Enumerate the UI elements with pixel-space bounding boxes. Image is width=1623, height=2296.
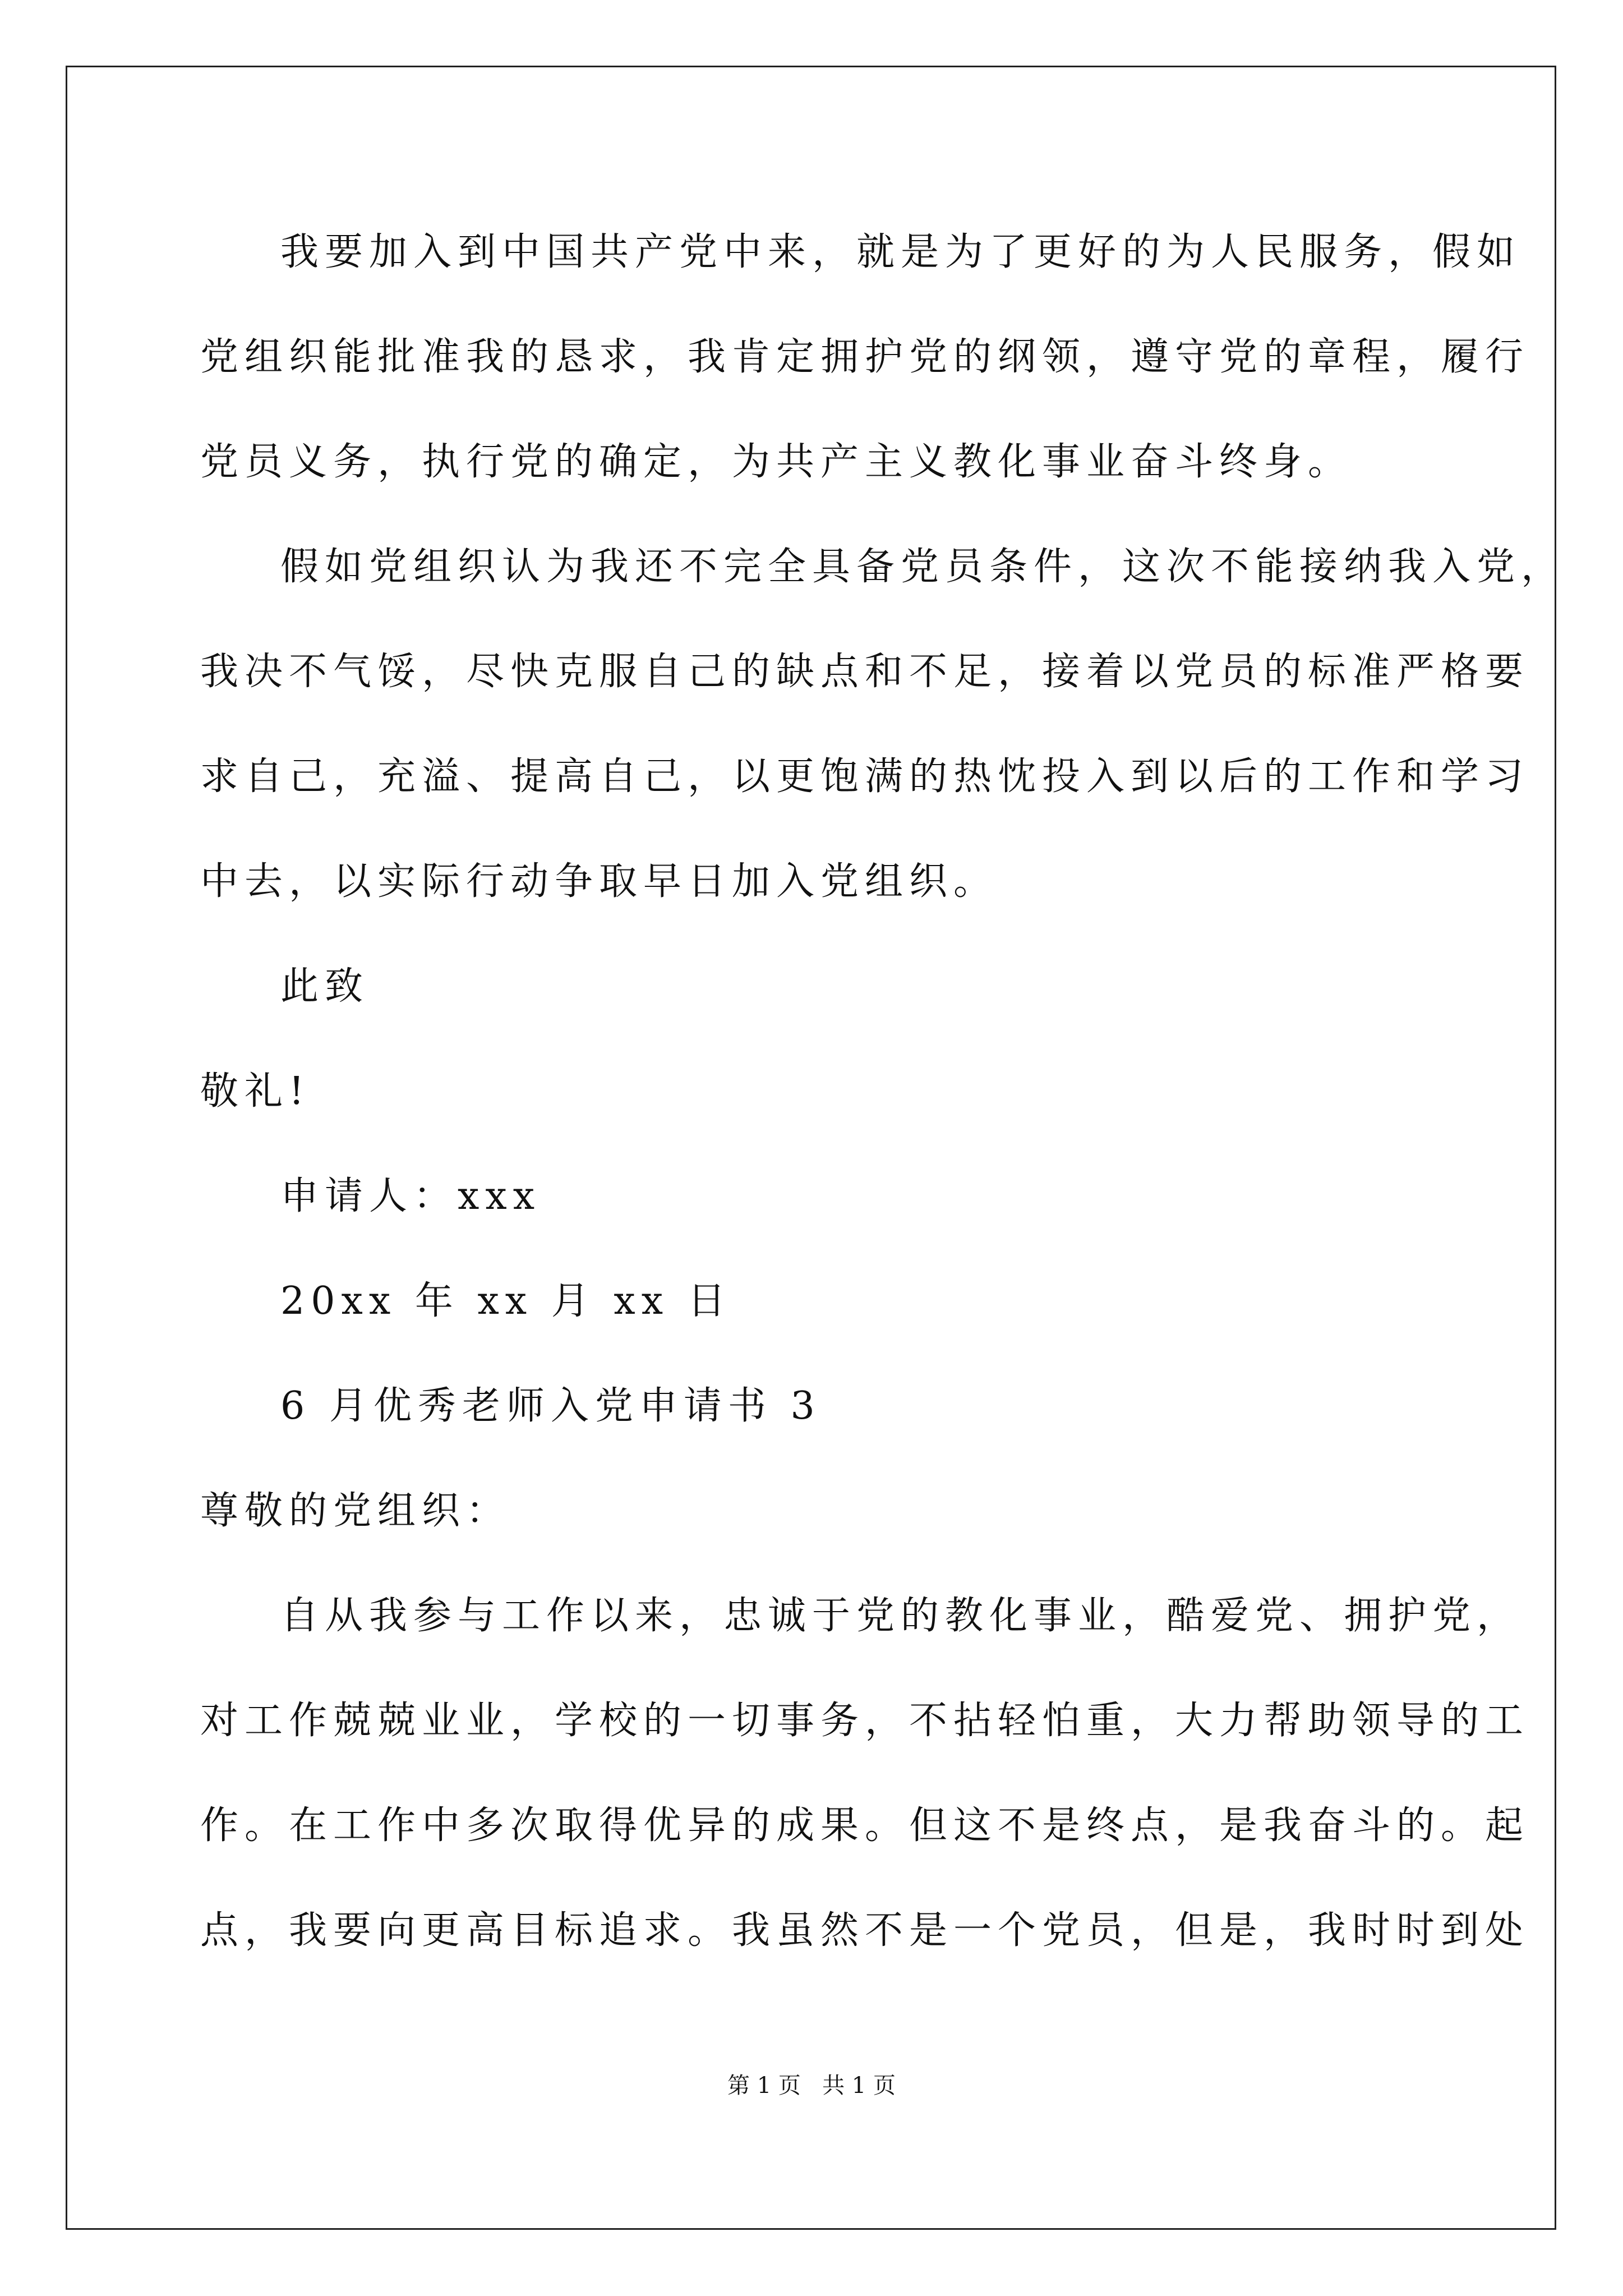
- paragraph-line: 假如党组织认为我还不完全具备党员条件，这次不能接纳我入党，: [280, 545, 1566, 589]
- paragraph-line: 作。在工作中多次取得优异的成果。但这不是终点，是我奋斗的。起: [200, 1803, 1530, 1848]
- paragraph-line: 中去，以实际行动争取早日加入党组织。: [200, 859, 998, 904]
- section-heading: 6 月优秀老师入党申请书 3: [280, 1384, 821, 1428]
- paragraph-line: 点，我要向更高目标追求。我虽然不是一个党员，但是，我时时到处: [200, 1908, 1530, 1953]
- paragraph-line: 我要加入到中国共产党中来，就是为了更好的为人民服务，假如: [280, 230, 1521, 274]
- letter-greeting: 尊敬的党组织：: [200, 1489, 511, 1533]
- paragraph-line: 求自己，充溢、提高自己，以更饱满的热忱投入到以后的工作和学习: [200, 754, 1530, 799]
- applicant-signature: 申请人：xxx: [280, 1174, 541, 1218]
- paragraph-line: 对工作兢兢业业，学校的一切事务，不拈轻怕重，大力帮助领导的工: [200, 1699, 1530, 1743]
- paragraph-line: 党员义务，执行党的确定，为共产主义教化事业奋斗终身。: [200, 440, 1353, 484]
- page-footer: 第 1 页 共 1 页: [727, 2073, 896, 2099]
- signature-date: 20xx 年 xx 月 xx 日: [280, 1279, 732, 1323]
- closing-salutation: 此致: [280, 964, 370, 1009]
- closing-regards: 敬礼!: [200, 1069, 311, 1114]
- paragraph-line: 我决不气馁，尽快克服自己的缺点和不足，接着以党员的标准严格要: [200, 650, 1530, 694]
- paragraph-line: 党组织能批准我的恳求，我肯定拥护党的纲领，遵守党的章程，履行: [200, 335, 1530, 379]
- paragraph-line: 自从我参与工作以来，忠诚于党的教化事业，酷爱党、拥护党，: [280, 1594, 1521, 1638]
- page-frame: [66, 66, 1556, 2230]
